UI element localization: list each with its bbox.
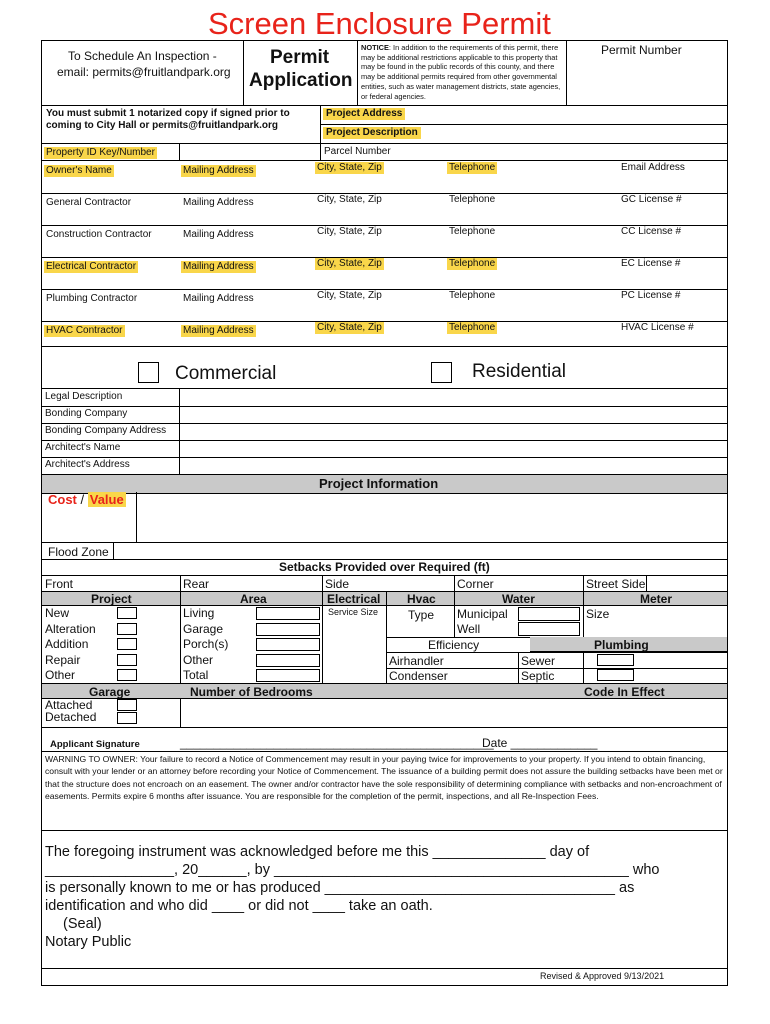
area-item-4: Other	[183, 652, 214, 667]
contact-row-2-telephone: Telephone	[449, 194, 496, 205]
contact-row-6-city-state-zip: City, State, Zip	[317, 322, 382, 333]
detached-checkbox[interactable]	[117, 712, 137, 724]
property-id-label: Property ID Key/Number	[46, 147, 155, 158]
project-item-checkbox-5[interactable]	[117, 669, 137, 681]
residential-checkbox[interactable]	[431, 362, 452, 383]
setbacks-heading: Setbacks Provided over Required (ft)	[279, 560, 490, 574]
project-item-5: Other	[45, 668, 76, 682]
commercial-checkbox[interactable]	[138, 362, 159, 383]
project-item-checkbox-2[interactable]	[117, 623, 137, 635]
plumbing-heading: Plumbing	[594, 638, 649, 652]
corner-label: Corner	[457, 577, 494, 591]
contact-row-5-telephone: Telephone	[449, 290, 496, 301]
attached-checkbox[interactable]	[117, 699, 137, 711]
area-item-5: Total	[183, 668, 209, 682]
contact-row-2-name: General Contractor	[46, 197, 132, 208]
contact-row-3-telephone: Telephone	[449, 226, 496, 237]
size-label: Size	[586, 607, 610, 621]
residential-label: Residential	[472, 361, 566, 382]
signature-line[interactable]: _______________________________________________	[180, 736, 494, 750]
area-item-3: Porch(s)	[183, 637, 229, 651]
project-item-1: New	[45, 606, 70, 620]
septic-label: Septic	[521, 669, 555, 683]
commercial-label: Commercial	[175, 363, 277, 384]
contact-row-4-mailing-address: Mailing Address	[183, 261, 254, 272]
notary-line-2: ________________, 20______, by ____________________________________________ who	[45, 862, 660, 878]
project-item-checkbox-1[interactable]	[117, 607, 137, 619]
revised-date: Revised & Approved 9/13/2021	[540, 971, 665, 981]
parcel-number-label: Parcel Number	[324, 146, 391, 157]
application-label: Application	[249, 70, 353, 91]
sewer-field[interactable]	[597, 654, 634, 666]
project-item-2: Alteration	[45, 621, 96, 636]
area-item-1: Living	[183, 606, 215, 620]
area-item-field-3[interactable]	[256, 638, 320, 651]
permit-label: Permit	[270, 47, 330, 68]
contact-row-6-telephone: Telephone	[449, 322, 496, 333]
contact-row-1-license: Email Address	[621, 162, 685, 173]
garage-heading: Garage	[89, 685, 131, 699]
contact-row-3-mailing-address: Mailing Address	[183, 229, 254, 240]
legal-divider	[42, 423, 727, 424]
notice-text: NOTICE: In addition to the requirements of this permit, there may be additional restrictions applicable to this property that may be found in the public records of this county, and there may be additional permits required from other governmental entities, such as water management districts, state agencies, or federal agencies.	[361, 43, 561, 101]
date-field[interactable]: Date _____________	[482, 736, 598, 750]
contact-row-1-mailing-address: Mailing Address	[183, 165, 254, 176]
schedule-line-1: To Schedule An Inspection -	[68, 49, 217, 63]
project-info-heading: Project Information	[319, 476, 439, 491]
section-header-row	[42, 591, 727, 606]
project-item-checkbox-3[interactable]	[117, 638, 137, 650]
electrical-heading: Electrical	[327, 592, 381, 606]
area-item-field-4[interactable]	[256, 654, 320, 667]
legal-divider	[42, 457, 727, 458]
well-label: Well	[457, 622, 481, 636]
project-address-label: Project Address	[323, 108, 405, 120]
sewer-label: Sewer	[521, 654, 556, 668]
submit-note-1: You must submit 1 notarized copy if signed prior to	[46, 108, 290, 119]
legal-label-4: Architect's Name	[45, 442, 121, 453]
contact-row-4-name: Electrical Contractor	[46, 261, 137, 272]
meter-heading: Meter	[640, 592, 673, 606]
project-description-label: Project Description	[323, 127, 421, 139]
legal-label-1: Legal Description	[45, 391, 123, 402]
contact-row-4-city-state-zip: City, State, Zip	[317, 258, 382, 269]
contact-row-4-telephone: Telephone	[449, 258, 496, 269]
street-side-label: Street Side	[586, 577, 646, 591]
schedule-email: email: permits@fruitlandpark.org	[57, 65, 231, 79]
water-heading: Water	[502, 592, 535, 606]
contact-row-5-name: Plumbing Contractor	[46, 293, 138, 304]
notary-line-6: Notary Public	[45, 934, 132, 950]
area-heading: Area	[240, 592, 267, 606]
contact-row-4-license: EC License #	[621, 258, 681, 269]
contact-row-5-license: PC License #	[621, 290, 681, 301]
notary-line-5: (Seal)	[63, 916, 102, 932]
code-in-effect-heading: Code In Effect	[584, 685, 665, 699]
area-item-2: Garage	[183, 621, 224, 636]
contact-row-3-city-state-zip: City, State, Zip	[317, 226, 382, 237]
contact-row-3-name: Construction Contractor	[46, 229, 152, 240]
notary-line-3: is personally known to me or has produced ____________________________________ as	[45, 880, 635, 896]
project-item-4: Repair	[45, 652, 81, 667]
contact-row-5-mailing-address: Mailing Address	[183, 293, 254, 304]
legal-label-3: Bonding Company Address	[45, 425, 167, 436]
rear-label: Rear	[183, 577, 210, 591]
side-label: Side	[325, 577, 350, 591]
service-size-label: Service Size	[328, 607, 379, 617]
permit-number-label: Permit Number	[601, 43, 682, 57]
notary-line-1: The foregoing instrument was acknowledged before me this ______________ day of	[45, 844, 590, 860]
front-label: Front	[45, 577, 74, 591]
contact-row-2-mailing-address: Mailing Address	[183, 197, 254, 208]
contact-row-3-license: CC License #	[621, 226, 682, 237]
condenser-label: Condenser	[389, 669, 448, 683]
area-item-field-1[interactable]	[256, 607, 320, 620]
legal-label-2: Bonding Company	[45, 408, 128, 419]
legal-divider	[42, 406, 727, 407]
project-heading: Project	[91, 592, 132, 606]
area-item-field-2[interactable]	[256, 623, 320, 636]
contact-row-1-telephone: Telephone	[449, 162, 496, 173]
contact-row-5-city-state-zip: City, State, Zip	[317, 290, 382, 301]
bedrooms-heading: Number of Bedrooms	[190, 685, 313, 699]
applicant-signature-label: Applicant Signature	[50, 739, 140, 750]
airhandler-label: Airhandler	[389, 654, 444, 668]
page-title: Screen Enclosure Permit	[208, 6, 551, 41]
hvac-heading: Hvac	[407, 592, 436, 606]
area-item-field-5[interactable]	[256, 669, 320, 682]
contact-row-2-city-state-zip: City, State, Zip	[317, 194, 382, 205]
contact-row-2-license: GC License #	[621, 194, 682, 205]
cost-value-label: Cost / Value	[48, 492, 124, 507]
municipal-field[interactable]	[518, 607, 580, 621]
submit-note-2: coming to City Hall or permits@fruitlandpark.org	[46, 120, 278, 131]
efficiency-label: Efficiency	[428, 638, 480, 652]
detached-label: Detached	[45, 710, 97, 724]
warning-text: WARNING TO OWNER: Your failure to record a Notice of Commencement may result in your paying twice for improvements to your property. If you intend to obtain financing, consult with your lender or an attorney before recording your Notice of Commencement. The issuance of a building permit does not assure the building setbacks have been met or that the structure does not encroach on an easement. The owner and/or contractor have the sole responsibility of determining compliance with setbacks and non-encroachment of easements. Permits expire 6 months after issuance. You are responsible for the completion of the permit, inspections, and all Re-Inspection Fees.	[45, 754, 723, 802]
attached-label: Attached	[45, 698, 93, 712]
municipal-label: Municipal	[457, 607, 508, 621]
well-field[interactable]	[518, 622, 580, 636]
project-item-checkbox-4[interactable]	[117, 654, 137, 666]
type-label: Type	[408, 608, 435, 622]
legal-divider	[42, 440, 727, 441]
contact-row-6-name: HVAC Contractor	[46, 325, 123, 336]
septic-field[interactable]	[597, 669, 634, 681]
flood-zone-label: Flood Zone	[48, 545, 109, 559]
contact-row-6-license: HVAC License #	[621, 322, 694, 333]
contact-row-1-name: Owner's Name	[46, 165, 112, 176]
legal-label-5: Architect's Address	[45, 459, 130, 470]
contact-row-6-mailing-address: Mailing Address	[183, 325, 254, 336]
notary-line-4: identification and who did ____ or did not ____ take an oath.	[45, 898, 433, 914]
contact-row-1-city-state-zip: City, State, Zip	[317, 162, 382, 173]
project-item-3: Addition	[45, 637, 89, 651]
